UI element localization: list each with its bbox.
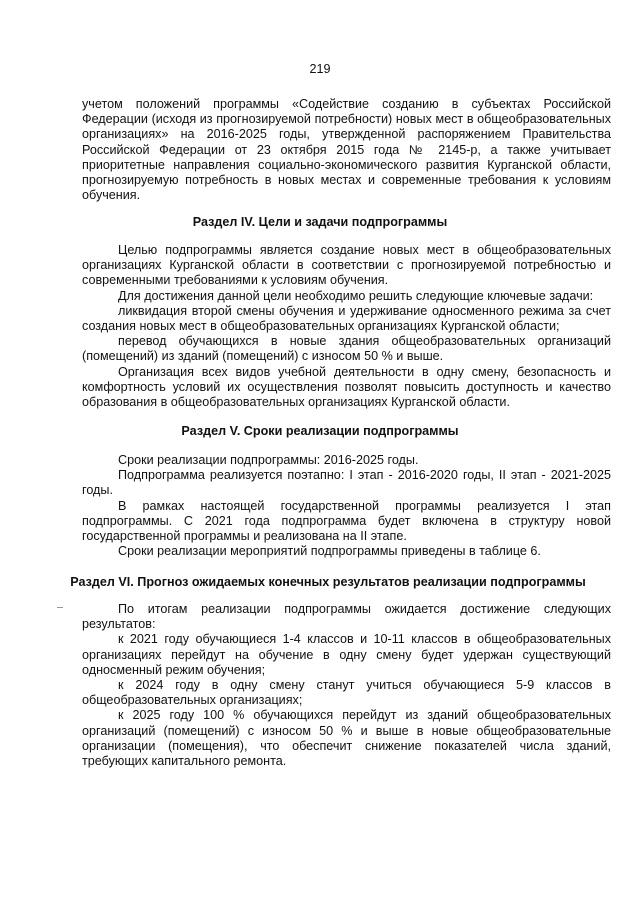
section-5-paragraph-1: Сроки реализации подпрограммы: 2016-2025 годы. [118,453,419,467]
section-5-heading: Раздел V. Сроки реализации подпрограммы [181,424,459,438]
section-4-paragraph-5: Организация всех видов учебной деятельности в одну смену, безопасность и комфортность условий их осуществления позволят повысить доступность и качество образования в общеобразовательных организациях Курганской области. [82,364,611,410]
margin-mark [57,607,63,608]
section-6-paragraph-4: к 2025 году 100 % обучающихся перейдут из зданий общеобразовательных организаций (помещений) с износом 50 % и выше в новые общеобразовательные организации (помещения), что обеспечит снижение показателей числа зданий, требующих капитального ремонта. [82,708,611,769]
intro-paragraph: учетом положений программы «Содействие созданию в субъектах Российской Федерации (исходя из прогнозируемой потребности) новых мест в общеобразовательных организациях» на 2016-2025 годы, утвержденной распоряжением Правительства Российской Федерации от 23 октября 2015 года № 2145-р, а также учитывает приоритетные направления социально-экономического развития Курганской области, прогнозируемую потребность в новых местах и современные требования к условиям обучения. [82,97,611,203]
section-4-paragraph-1: Целью подпрограммы является создание новых мест в общеобразовательных организациях Курганской области в соответствии с прогнозируемой потребностью и современными требованиями к условиям обучения. [82,243,611,288]
section-5-body [82,453,611,559]
section-5-paragraph-4: Сроки реализации мероприятий подпрограммы приведены в таблице 6. [118,544,541,559]
section-6-heading: Раздел VI. Прогноз ожидаемых конечных результатов реализации подпрограммы [70,575,586,589]
section-6-body [82,602,611,769]
section-4-heading: Раздел IV. Цели и задачи подпрограммы [192,215,448,229]
section-4-paragraph-4: перевод обучающихся в новые здания общеобразовательных организаций (помещений) из зданий (помещений) с износом 50 % и выше. [82,334,611,364]
section-4-body [82,243,611,410]
section-4-paragraph-3: ликвидация второй смены обучения и удерживание односменного режима за счет создания новых мест в общеобразовательных организациях Курганской области; [82,303,611,334]
page-number: 219 [309,62,331,76]
section-6-paragraph-1: По итогам реализации подпрограммы ожидается достижение следующих результатов: [82,602,611,632]
section-5-paragraph-3: В рамках настоящей государственной программы реализуется I этап подпрограммы. С 2021 года подпрограмма будет включена в структуру новой государственной программы и реализована на II этапе. [82,498,611,544]
section-6-paragraph-3: к 2024 году в одну смену станут учиться обучающиеся 5-9 классов в общеобразовательных организациях; [82,678,611,708]
section-6-paragraph-2: к 2021 году обучающиеся 1-4 классов и 10-11 классов в общеобразовательных организациях перейдут на обучение в одну смену будет удержан существующий односменный режим обучения; [82,632,611,677]
intro-block [82,97,611,203]
section-4-paragraph-2: Для достижения данной цели необходимо решить следующие ключевые задачи: [118,288,594,303]
section-5-paragraph-2: Подпрограмма реализуется поэтапно: I этап - 2016-2020 годы, II этап - 2021-2025 годы. [82,468,611,498]
